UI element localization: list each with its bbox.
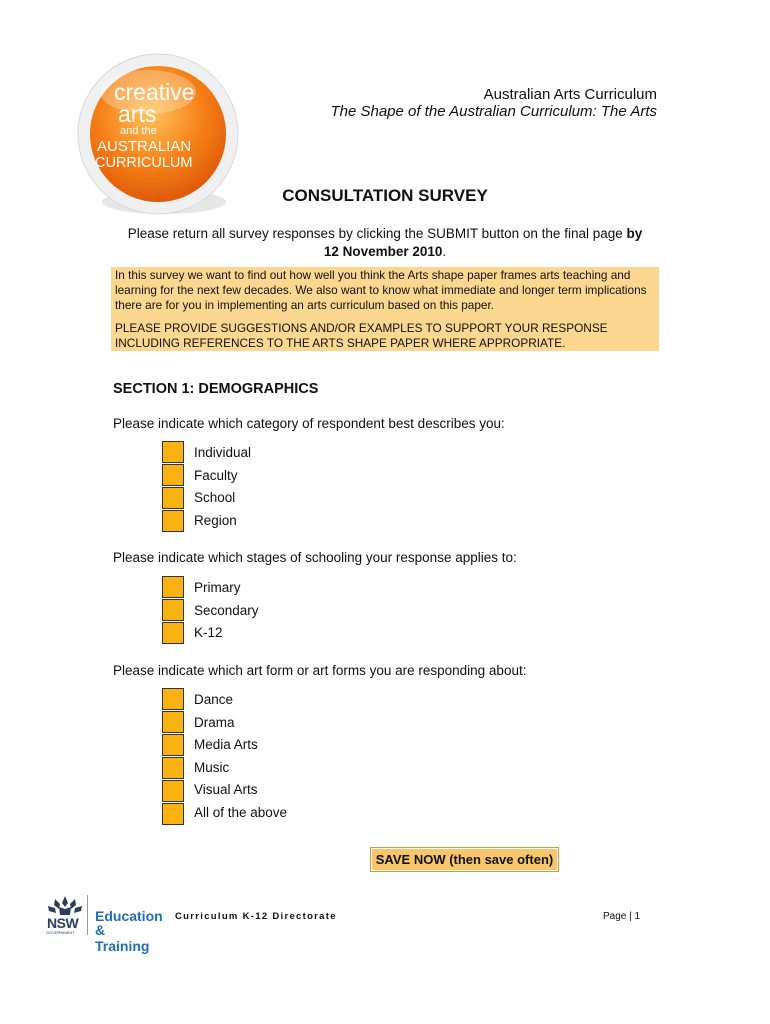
logo-curriculum: CURRICULUM: [95, 155, 193, 171]
option-label: Visual Arts: [194, 782, 258, 797]
logo-divider: [87, 895, 88, 935]
return-deadline: 12 November 2010: [323, 244, 443, 259]
checkbox-region[interactable]: [162, 510, 184, 532]
option-label: Media Arts: [194, 737, 258, 752]
page-title: CONSULTATION SURVEY: [282, 186, 488, 205]
return-notice-by: by: [626, 226, 643, 241]
option-label: School: [194, 490, 236, 505]
option-label: Music: [194, 760, 230, 775]
logo-creative: creative: [114, 79, 195, 105]
option-label: K-12: [194, 625, 223, 640]
return-notice-end: .: [442, 244, 447, 259]
checkbox-k12[interactable]: [162, 622, 184, 644]
question-category: Please indicate which category of respondent best describes you:: [113, 416, 505, 431]
option-label: Region: [194, 513, 237, 528]
question-artforms: Please indicate which art form or art forms you are responding about:: [113, 663, 527, 678]
checkbox-dance[interactable]: [162, 688, 184, 710]
header-title: Australian Arts Curriculum: [483, 86, 657, 103]
checkbox-visual-arts[interactable]: [162, 780, 184, 802]
government-text: GOVERNMENT: [46, 930, 75, 935]
info-paragraph-2: PLEASE PROVIDE SUGGESTIONS AND/OR EXAMPLES TO SUPPORT YOUR RESPONSE INCLUDING REFERENCES TO THE ARTS SHAPE PAPER WHERE APPROPRIATE.: [115, 321, 608, 350]
nsw-education-logo: [40, 893, 163, 954]
nsw-text: NSW: [47, 915, 79, 931]
checkbox-media-arts[interactable]: [162, 734, 184, 756]
checkbox-individual[interactable]: [162, 441, 184, 463]
question-stages: Please indicate which stages of schooling your response applies to:: [113, 550, 517, 565]
checkbox-primary[interactable]: [162, 576, 184, 598]
option-label: Dance: [194, 692, 234, 707]
checkbox-music[interactable]: [162, 757, 184, 779]
header-subtitle: The Shape of the Australian Curriculum: The Arts: [330, 103, 657, 120]
info-paragraph-1: In this survey we want to find out how well you think the Arts shape paper frames arts teaching and learning for the next few decades. We also want to know what immediate and longer term implications there are for you in implementing an arts curriculum based on this paper.: [115, 268, 647, 312]
return-notice-text: Please return all survey responses by clicking the SUBMIT button on the final page: [127, 226, 627, 241]
save-now-button[interactable]: SAVE NOW (then save often): [370, 847, 559, 872]
option-label: Secondary: [194, 603, 259, 618]
option-label: Drama: [194, 715, 235, 730]
logo-and-the: and the: [120, 125, 157, 137]
checkbox-faculty[interactable]: [162, 464, 184, 486]
checkbox-drama[interactable]: [162, 711, 184, 733]
section-title: SECTION 1: DEMOGRAPHICS: [113, 381, 319, 397]
option-label: Primary: [194, 580, 241, 595]
option-label: Faculty: [194, 468, 238, 483]
checkbox-all[interactable]: [162, 803, 184, 825]
training-text: & Training: [95, 922, 150, 954]
checkbox-school[interactable]: [162, 487, 184, 509]
option-label: All of the above: [194, 805, 288, 820]
return-notice: [105, 225, 665, 261]
logo-australian: AUSTRALIAN: [97, 138, 192, 155]
page-number: Page | 1: [603, 911, 641, 922]
option-label: Individual: [194, 445, 252, 460]
logo-arts: arts: [118, 101, 157, 127]
checkbox-secondary[interactable]: [162, 599, 184, 621]
education-text: Education: [95, 908, 163, 924]
info-box: [111, 267, 659, 351]
footer-directorate: Curriculum K-12 Directorate: [175, 911, 337, 922]
